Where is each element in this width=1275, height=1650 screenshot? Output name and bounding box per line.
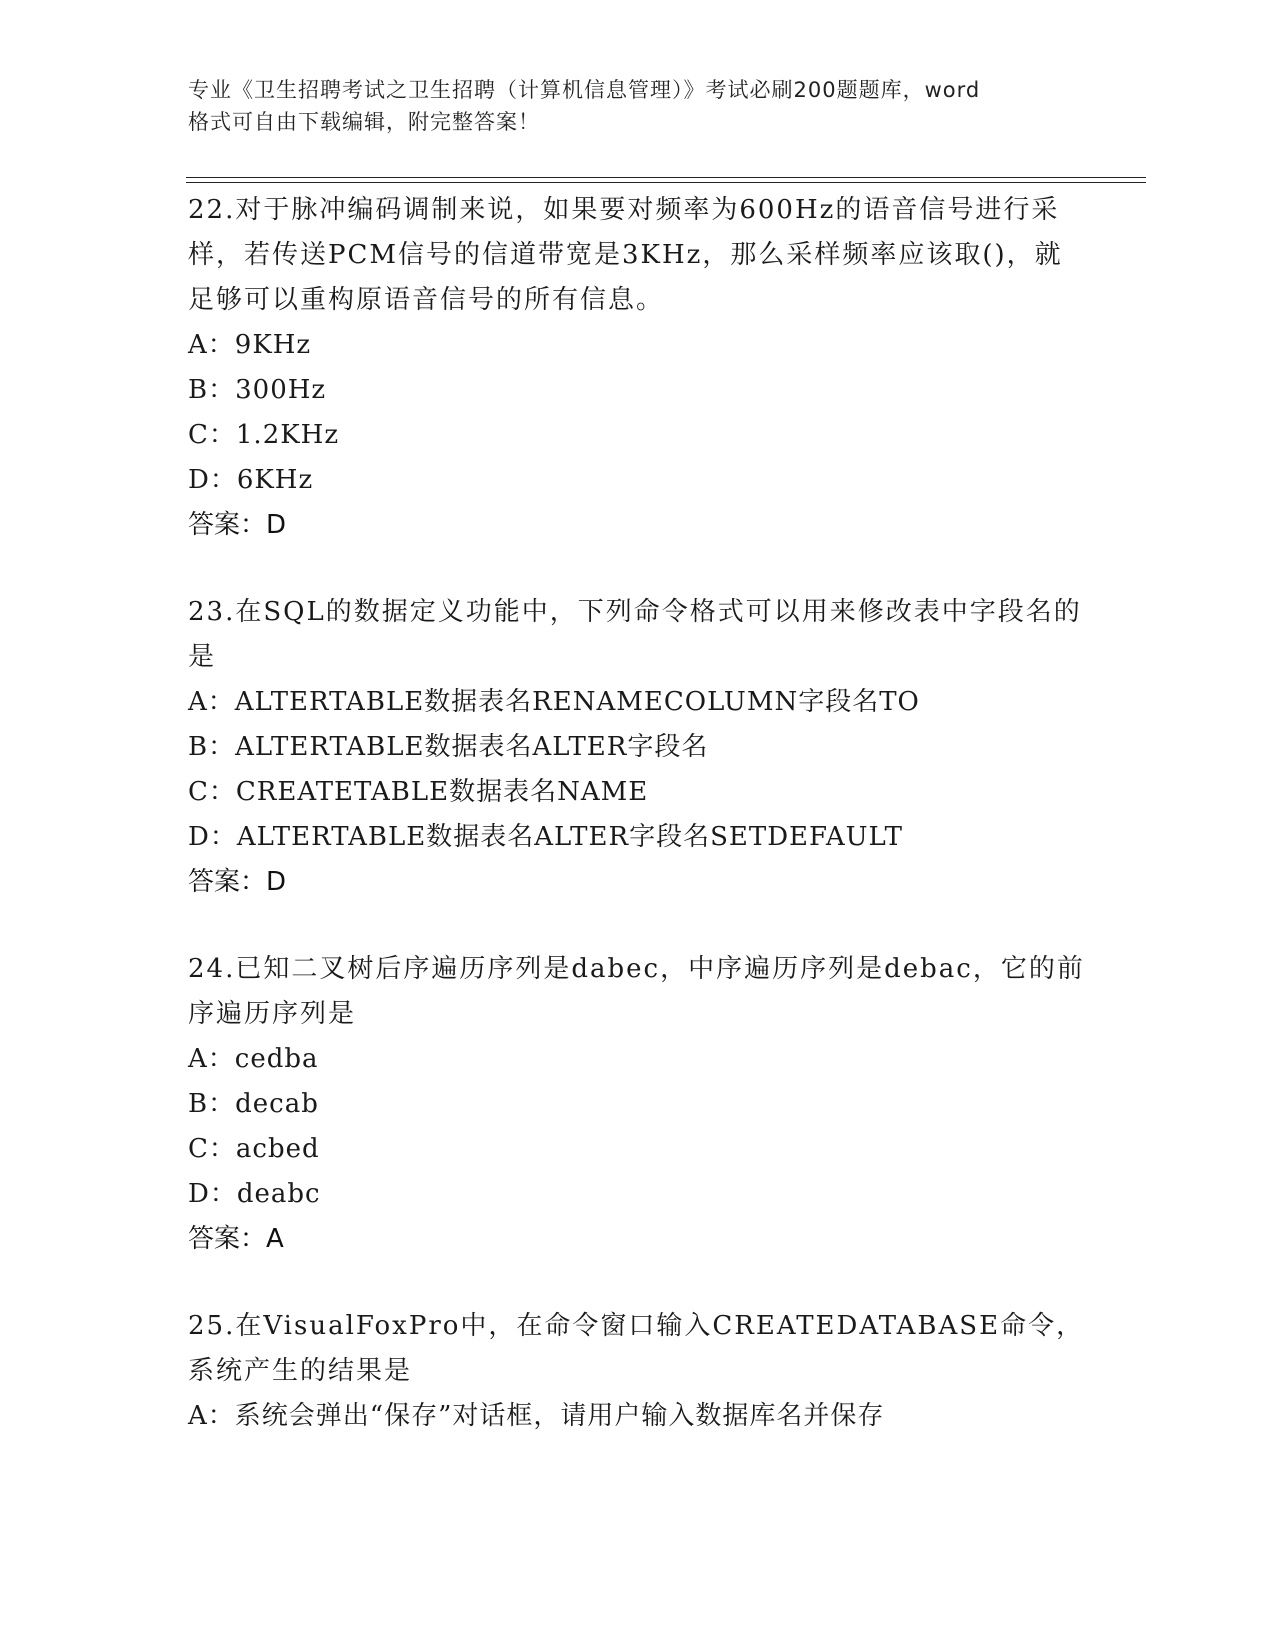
answer-text: 答案：A — [188, 1224, 284, 1254]
option-d: D：deabc — [188, 1179, 321, 1209]
header-line-1: 专业《卫生招聘考试之卫生招聘（计算机信息管理）》考试必刷200题题库，word — [188, 78, 981, 102]
option-d: D：ALTERTABLE数据表名ALTER字段名SETDEFAULT — [188, 822, 903, 852]
header-divider-top — [186, 177, 1146, 178]
question-text: 24.已知二叉树后序遍历序列是dabec，中序遍历序列是debac，它的前序遍历序列是 — [188, 954, 1085, 1029]
document-header — [188, 74, 1088, 138]
option-b: B：decab — [188, 1089, 319, 1119]
option-a: A：cedba — [188, 1044, 319, 1074]
question-list — [188, 188, 1088, 1481]
question-text: 22.对于脉冲编码调制来说，如果要对频率为600Hz的语音信号进行采样，若传送PCM信号的信道带宽是3KHz，那么采样频率应该取()，就足够可以重构原语音信号的所有信息。 — [188, 195, 1063, 315]
question-22 — [188, 188, 1088, 548]
option-b: B：300Hz — [188, 375, 327, 405]
question-25 — [188, 1304, 1088, 1439]
option-a: A：ALTERTABLE数据表名RENAMECOLUMN字段名TO — [188, 687, 920, 717]
option-a: A：系统会弹出“保存”对话框，请用户输入数据库名并保存 — [188, 1401, 885, 1431]
option-c: C：CREATETABLE数据表名NAME — [188, 777, 649, 807]
option-b: B：ALTERTABLE数据表名ALTER字段名 — [188, 732, 709, 762]
answer-text: 答案：D — [188, 510, 287, 540]
header-line-2: 格式可自由下载编辑，附完整答案！ — [188, 110, 540, 134]
question-23 — [188, 590, 1088, 905]
option-a: A：9KHz — [188, 330, 312, 360]
option-c: C：acbed — [188, 1134, 320, 1164]
header-divider-bottom — [186, 182, 1146, 183]
option-c: C：1.2KHz — [188, 420, 340, 450]
option-d: D：6KHz — [188, 465, 314, 495]
question-text: 25.在VisualFoxPro中，在命令窗口输入CREATEDATABASE命令，系统产生的结果是 — [188, 1311, 1085, 1386]
question-text: 23.在SQL的数据定义功能中，下列命令格式可以用来修改表中字段名的是 — [188, 597, 1082, 672]
answer-text: 答案：D — [188, 867, 287, 897]
question-24 — [188, 947, 1088, 1262]
